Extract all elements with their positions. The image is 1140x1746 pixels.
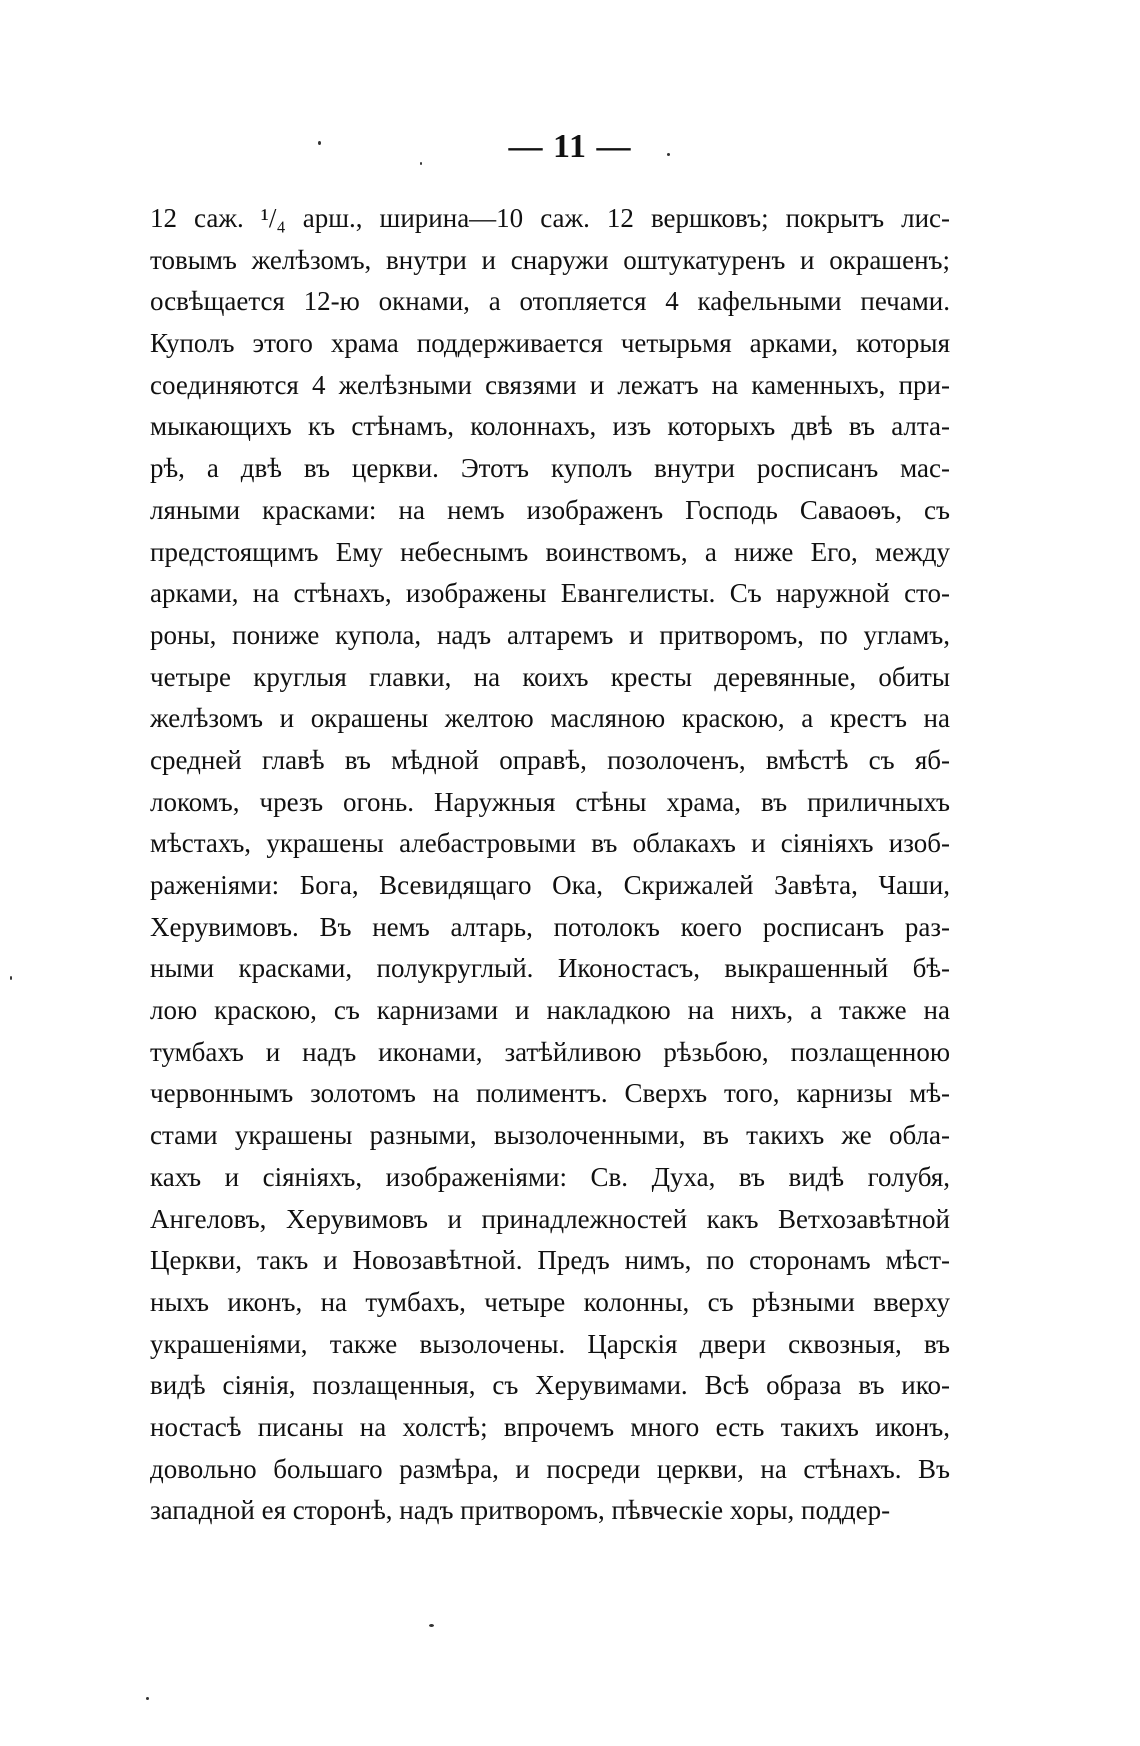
text-line: Церкви, такъ и Новозавѣтной. Предъ нимъ, по сторонамъ мѣст- <box>150 1245 950 1276</box>
text-line: лою краскою, съ карнизами и накладкою на нихъ, а также на <box>150 995 950 1026</box>
text-line: рѣ, а двѣ въ церкви. Этотъ куполъ внутри росписанъ мас- <box>150 453 950 484</box>
text-line: товымъ желѣзомъ, внутри и снаружи оштукатуренъ и окрашенъ; <box>150 244 950 275</box>
page-number: — 11 — <box>508 128 632 165</box>
text-line: западной ея сторонѣ, надъ притворомъ, пѣвческіе хоры, поддер- <box>150 1495 891 1526</box>
scan-speck <box>10 976 12 980</box>
text-line: ностасѣ писаны на холстѣ; впрочемъ много есть такихъ иконъ, <box>150 1411 950 1442</box>
text-line: тумбахъ и надъ иконами, затѣйливою рѣзьбою, позлащенною <box>150 1036 950 1067</box>
scan-speck <box>318 141 321 145</box>
text-line: Ангеловъ, Херувимовъ и принадлежностей какъ Ветхозавѣтной <box>150 1203 950 1234</box>
text-line: средней главѣ въ мѣдной оправѣ, позолоченъ, вмѣстѣ съ яб- <box>150 744 950 775</box>
text-line: раженіями: Бога, Всевидящаго Ока, Скрижалей Завѣта, Чаши, <box>150 870 950 900</box>
text-line: ными красками, полукруглый. Иконостасъ, выкрашенный бѣ- <box>150 953 950 984</box>
text-line: видѣ сіянія, позлащенныя, съ Херувимами. Всѣ образа въ ико- <box>150 1370 950 1401</box>
scan-speck <box>429 1624 434 1627</box>
text-line: желѣзомъ и окрашены желтою масляною краскою, а крестъ на <box>150 703 950 734</box>
text-line: мѣстахъ, украшены алебастровыми въ облакахъ и сіяніяхъ изоб- <box>150 828 950 859</box>
text-line: освѣщается 12-ю окнами, а отопляется 4 кафельными печами. <box>150 286 950 317</box>
text-line: украшеніями, также вызолочены. Царскія двери сквозныя, въ <box>150 1328 950 1359</box>
scan-speck <box>146 1697 149 1700</box>
text-line: соединяются 4 желѣзными связями и лежатъ на каменныхъ, при- <box>150 369 950 400</box>
text-line: арками, на стѣнахъ, изображены Евангелисты. Съ наружной сто- <box>150 578 950 609</box>
scan-speck <box>667 153 670 156</box>
text-line: стами украшены разными, вызолоченными, въ такихъ же обла- <box>150 1120 950 1151</box>
body-text <box>150 198 950 1532</box>
text-line: мыкающихъ къ стѣнамъ, колоннахъ, изъ которыхъ двѣ въ алта- <box>150 411 950 442</box>
text-line: кахъ и сіяніяхъ, изображеніями: Св. Духа, въ видѣ голубя, <box>150 1161 950 1192</box>
text-line: ляными красками: на немъ изображенъ Господь Саваоѳъ, съ <box>150 494 950 525</box>
text-line: локомъ, чрезъ огонь. Наружныя стѣны храма, въ приличныхъ <box>150 786 950 817</box>
text-line: ныхъ иконъ, на тумбахъ, четыре колонны, съ рѣзными вверху <box>150 1286 950 1317</box>
text-line: Херувимовъ. Въ немъ алтарь, потолокъ коего росписанъ раз- <box>150 911 950 942</box>
text-line: роны, пониже купола, надъ алтаремъ и притворомъ, по угламъ, <box>150 619 950 650</box>
text-line: 12 саж. ¹/₄ арш., ширина—10 саж. 12 вершковъ; покрытъ лис- <box>150 203 950 233</box>
scan-speck <box>420 162 422 165</box>
text-line: довольно большаго размѣра, и посреди церкви, на стѣнахъ. Въ <box>150 1453 950 1484</box>
text-line: Куполъ этого храма поддерживается четырьмя арками, которыя <box>150 328 950 359</box>
text-line: предстоящимъ Ему небеснымъ воинствомъ, а ниже Его, между <box>150 536 950 567</box>
text-line: четыре круглыя главки, на коихъ кресты деревянные, обиты <box>150 661 950 692</box>
text-line: червоннымъ золотомъ на полиментъ. Сверхъ того, карнизы мѣ- <box>150 1078 950 1109</box>
